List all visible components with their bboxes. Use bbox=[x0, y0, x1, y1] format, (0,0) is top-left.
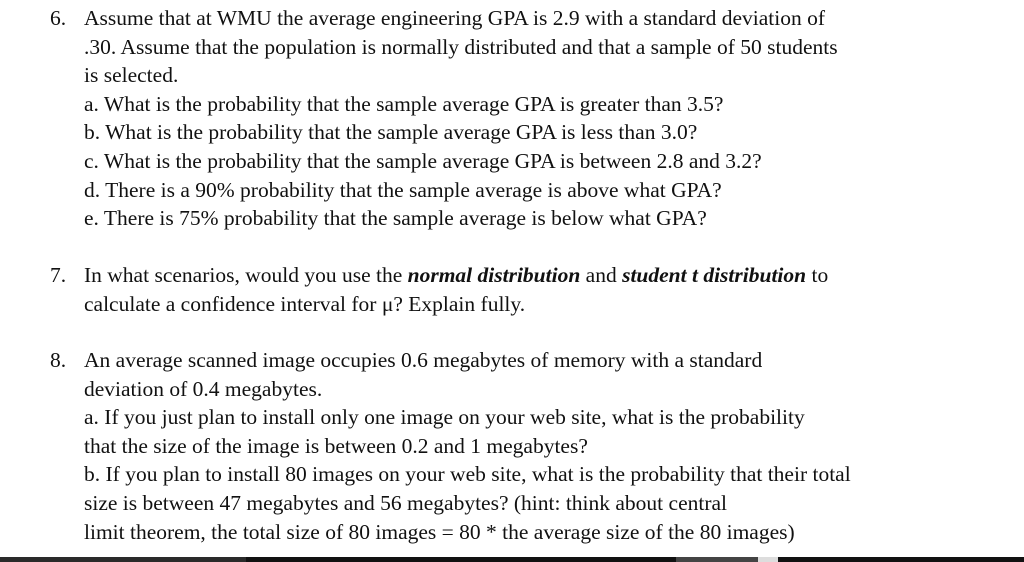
emphasis-normal-distribution: normal distribution bbox=[407, 263, 581, 287]
question-line: size is between 47 megabytes and 56 megabytes? (hint: think about central bbox=[84, 490, 728, 515]
bottom-edge-bar bbox=[0, 557, 1024, 562]
sub-question-b: b. If you plan to install 80 images on your web site, what is the probability that their total bbox=[84, 462, 851, 487]
question-line: An average scanned image occupies 0.6 megabytes of memory with a standard bbox=[84, 348, 763, 372]
sub-question-c: c. What is the probability that the sample average GPA is between 2.8 and 3.2? bbox=[84, 148, 762, 173]
question-line bbox=[84, 261, 1014, 290]
question-line: deviation of 0.4 megabytes. bbox=[84, 376, 323, 401]
text-segment: and bbox=[580, 263, 623, 287]
question-text bbox=[84, 261, 1014, 318]
sub-question-d: d. There is a 90% probability that the sample average is above what GPA? bbox=[84, 177, 722, 202]
sub-question-b: b. What is the probability that the sample average GPA is less than 3.0? bbox=[84, 120, 698, 145]
sub-question-e: e. There is 75% probability that the sample average is below what GPA? bbox=[84, 206, 707, 231]
question-line: Assume that at WMU the average engineering GPA is 2.9 with a standard deviation of bbox=[84, 6, 825, 30]
text-segment: In what scenarios, would you use the bbox=[84, 263, 408, 287]
question-text bbox=[84, 4, 1014, 233]
question-line: limit theorem, the total size of 80 images = 80 * the average size of the 80 images) bbox=[84, 519, 795, 544]
question-number: 6. bbox=[50, 6, 67, 30]
question-line: calculate a confidence interval for μ? Explain fully. bbox=[84, 291, 526, 316]
emphasis-student-t-distribution: student t distribution bbox=[622, 263, 807, 287]
sub-question-a: a. What is the probability that the sample average GPA is greater than 3.5? bbox=[84, 91, 724, 116]
question-line: is selected. bbox=[84, 63, 179, 88]
question-line: .30. Assume that the population is normally distributed and that a sample of 50 students bbox=[84, 34, 838, 59]
question-number: 7. bbox=[50, 263, 67, 287]
text-segment: to bbox=[806, 263, 829, 287]
question-text bbox=[84, 346, 1014, 546]
question-line: that the size of the image is between 0.2 and 1 megabytes? bbox=[84, 433, 588, 458]
question-number: 8. bbox=[50, 348, 67, 372]
sub-question-a: a. If you just plan to install only one image on your web site, what is the probability bbox=[84, 405, 805, 430]
